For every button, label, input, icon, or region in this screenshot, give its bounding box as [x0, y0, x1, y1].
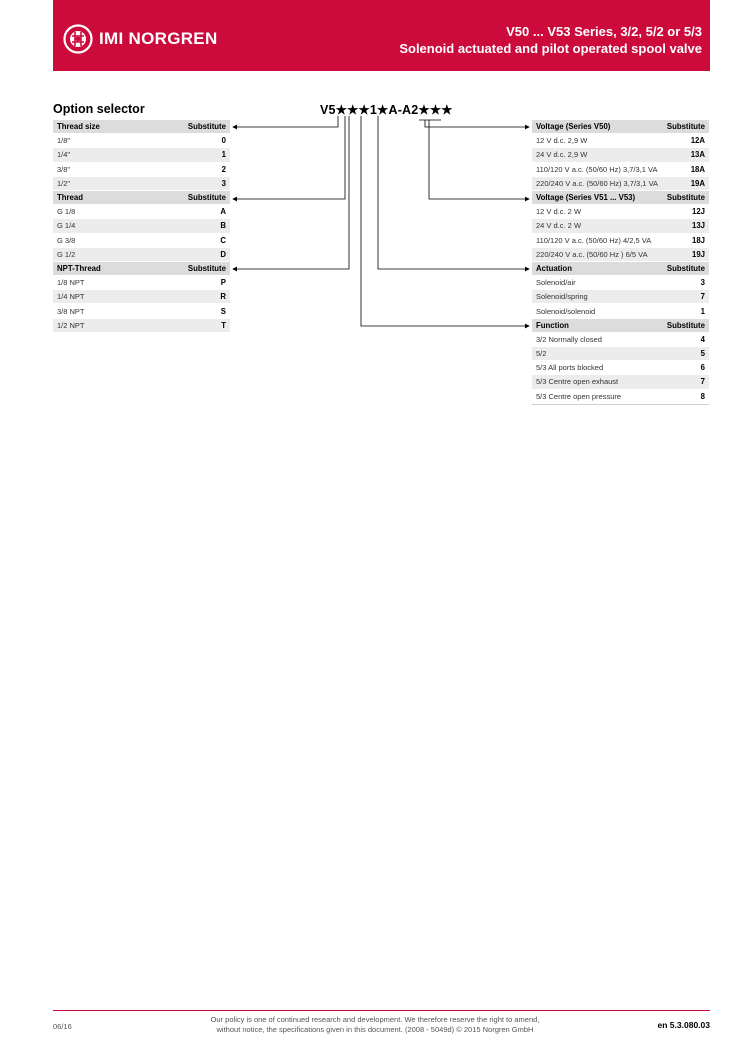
option-code: R: [220, 292, 226, 302]
option-code: A: [220, 207, 226, 217]
table-header-value: Substitute: [187, 193, 226, 203]
table-header-label: Voltage (Series V51 ... V53): [536, 193, 636, 203]
option-label: 1/2": [57, 178, 71, 188]
footer-date: 06/16: [53, 1022, 72, 1031]
option-code: 6: [700, 363, 705, 373]
table-header-value: Substitute: [187, 122, 226, 132]
option-label: G 1/8: [57, 207, 76, 217]
option-code: C: [220, 235, 226, 245]
option-label: G 1/4: [57, 221, 76, 231]
option-code: 3: [221, 178, 226, 188]
table-header-value: Substitute: [187, 263, 226, 273]
option-label: G 1/2: [57, 249, 76, 259]
option-label: 1/4 NPT: [57, 292, 85, 302]
option-code: 19J: [691, 249, 705, 259]
option-label: 110/120 V a.c. (50/60 Hz) 3,7/3,1 VA: [536, 164, 658, 174]
option-label: 12 V d.c. 2,9 W: [536, 136, 588, 146]
option-label: 24 V d.c. 2,9 W: [536, 150, 588, 160]
document-reference: en 5.3.080.03: [657, 1020, 710, 1030]
connector-thread-size: [233, 116, 338, 127]
option-code: 0: [221, 136, 226, 146]
table-header-label: Thread size: [57, 122, 100, 132]
option-label: Solenoid/air: [536, 278, 576, 288]
option-label: Solenoid/spring: [536, 292, 588, 302]
connector-voltage-v51: [429, 120, 529, 199]
footer-divider: [53, 1010, 710, 1011]
table-header-label: NPT-Thread: [57, 263, 101, 273]
option-code: 18A: [690, 164, 705, 174]
option-label: 1/8": [57, 136, 71, 146]
connector-npt-thread: [233, 116, 349, 269]
option-code: S: [220, 306, 226, 316]
option-label: 1/2 NPT: [57, 320, 85, 330]
option-code: 1: [700, 306, 705, 316]
connector-function: [361, 116, 529, 326]
option-code: 19A: [690, 178, 705, 188]
option-code: 7: [700, 292, 705, 302]
option-code: D: [220, 249, 226, 259]
table-header-value: Substitute: [666, 263, 705, 273]
option-code: T: [221, 320, 226, 330]
option-code: 5: [700, 349, 705, 359]
option-code: 3: [700, 278, 705, 288]
option-label: 24 V d.c. 2 W: [536, 221, 582, 231]
title-line-2: Solenoid actuated and pilot operated spool valve: [399, 41, 702, 56]
option-label: 1/4": [57, 150, 71, 160]
order-code: V5★★★1★A-A2★★★: [320, 103, 453, 117]
option-label: 3/2 Normally closed: [536, 334, 602, 344]
option-label: 3/8 NPT: [57, 306, 85, 316]
option-label: 5/3 Centre open pressure: [536, 391, 622, 401]
option-code: 7: [700, 377, 705, 387]
title-line-1: V50 ... V53 Series, 3/2, 5/2 or 5/3: [506, 24, 702, 39]
option-label: 5/3 All ports blocked: [536, 363, 604, 373]
option-label: 12 V d.c. 2 W: [536, 207, 582, 217]
connector-lines: [0, 0, 744, 420]
option-code: 13J: [691, 221, 705, 231]
table-header-value: Substitute: [666, 193, 705, 203]
option-label: 110/120 V a.c. (50/60 Hz) 4/2,5 VA: [536, 235, 652, 245]
section-title: Option selector: [53, 102, 145, 116]
option-code: 2: [221, 164, 226, 174]
table-header-label: Thread: [57, 193, 83, 203]
policy-line-2: without notice, the specifications given in this document. (2008 - 5049d) © 2015 Norgren GmbH: [216, 1025, 534, 1034]
policy-line-1: Our policy is one of continued research and development. We therefore reserve the right to amend,: [210, 1015, 540, 1024]
table-header-value: Substitute: [666, 320, 705, 330]
option-code: 4: [700, 334, 705, 344]
option-code: 13A: [690, 150, 705, 160]
option-label: 5/3 Centre open exhaust: [536, 377, 619, 387]
option-code: 8: [700, 391, 705, 401]
table-header-value: Substitute: [666, 122, 705, 132]
option-label: 5/2: [536, 349, 547, 359]
option-code: 12J: [691, 207, 705, 217]
table-header-label: Function: [536, 320, 569, 330]
option-label: 220/240 V a.c. (50/60 Hz ) 6/5 VA: [536, 249, 648, 259]
connector-voltage-v50: [425, 120, 529, 127]
option-code: P: [220, 278, 226, 288]
option-code: 12A: [690, 136, 705, 146]
option-label: 1/8 NPT: [57, 278, 85, 288]
table-header-label: Actuation: [536, 263, 572, 273]
option-label: 220/240 V a.c. (50/60 Hz) 3,7/3,1 VA: [536, 178, 659, 188]
brand-name: IMI NORGREN: [99, 29, 218, 48]
option-code: 1: [221, 150, 226, 160]
connector-thread: [233, 116, 345, 199]
footer-policy: [180, 1015, 570, 1035]
option-code: B: [220, 221, 226, 231]
option-label: Solenoid/solenoid: [536, 306, 596, 316]
option-label: 3/8": [57, 164, 71, 174]
option-code: 18J: [691, 235, 705, 245]
table-header-label: Voltage (Series V50): [536, 122, 611, 132]
connector-actuation: [378, 116, 529, 269]
option-label: G 3/8: [57, 235, 76, 245]
